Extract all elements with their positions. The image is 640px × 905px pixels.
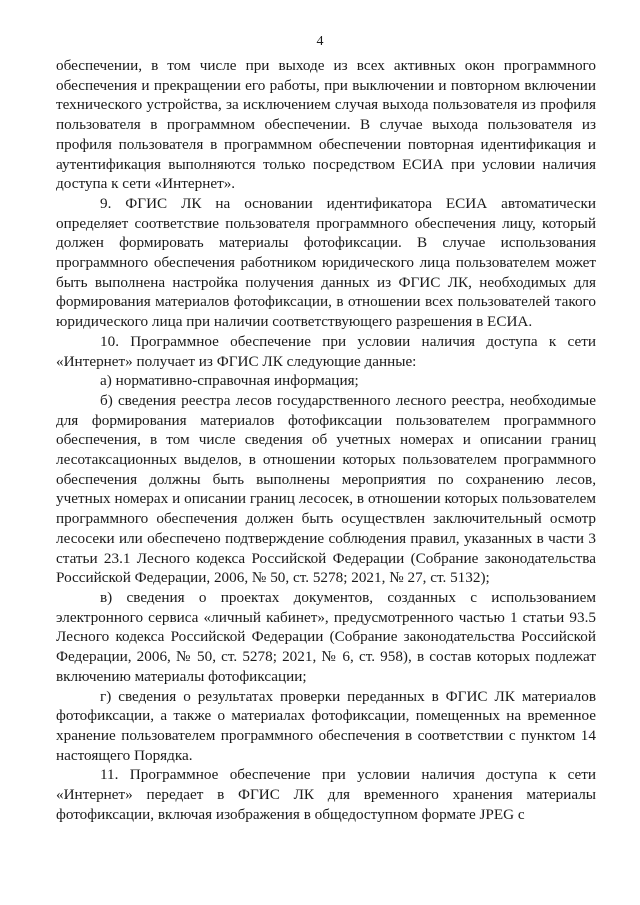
subitem-b: б) сведения реестра лесов государственного лесного реестра, необходимые для формирования материалов фотофиксации пользователем программного обеспечения, в том числе сведения об учетных номерах и описании границ лесотаксационных выделов, в отношении которых пользователем программного обеспечения должны быть выполнены мероприятия по сохранению лесов, учетных номерах и описании границ лесосек, в отношении которых пользователем программного обеспечения должен быть осуществлен заключительный осмотр лесосеки или обеспечено подтверждение соблюдения правил, указанных в части 3 статьи 23.1 Лесного кодекса Российской Федерации (Собрание законодательства Российской Федерации, 2006, № 50, ст. 5278; 2021, № 27, ст. 5132); xyxy=(56,391,596,587)
paragraph-item-10: 10. Программное обеспечение при условии наличия доступа к сети «Интернет» получает из ФГИС ЛК следующие данные: xyxy=(56,332,596,370)
page-number: 4 xyxy=(316,34,324,49)
subitem-v: в) сведения о проектах документов, созданных с использованием электронного сервиса «личный кабинет», предусмотренного частью 1 статьи 93.5 Лесного кодекса Российской Федерации (Собрание законодательства Российской Федерации, 2006, № 50, ст. 5278; 2021, № 6, ст. 958), в состав которых подлежат включению материалы фотофиксации; xyxy=(56,588,596,685)
subitem-g: г) сведения о результатах проверки переданных в ФГИС ЛК материалов фотофиксации, а также о материалах фотофиксации, помещенных на временное хранение пользователем программного обеспечения в соответствии с пунктом 14 настоящего Порядка. xyxy=(56,687,596,764)
paragraph-continuation: обеспечении, в том числе при выходе из всех активных окон программного обеспечения и прекращении его работы, при выключении и повторном включении технического устройства, за исключением случая выхода пользователя из профиля пользователя в программном обеспечении. В случае выхода пользователя из профиля пользователя в программном обеспечении повторная идентификация и аутентификация выполняются только посредством ЕСИА при условии наличия доступа к сети «Интернет». xyxy=(56,57,596,193)
paragraph-item-11: 11. Программное обеспечение при условии наличия доступа к сети «Интернет» передает в ФГИС ЛК для временного хранения материалы фотофиксации, включая изображения в общедоступном формате JPEG с xyxy=(56,766,596,823)
subitem-a: а) нормативно-справочная информация; xyxy=(100,372,359,390)
paragraph-item-9: 9. ФГИС ЛК на основании идентификатора ЕСИА автоматически определяет соответствие пользователя программного обеспечения лицу, который должен формировать материалы фотофиксации. В случае использования программного обеспечения работником юридического лица пользователем может быть выполнена настройка получения данных из ФГИС ЛК, необходимых для формирования материалов фотофиксации, в отношении всех пользователей такого юридического лица при наличии соответствующего разрешения в ЕСИА. xyxy=(56,194,596,331)
document-body xyxy=(56,56,596,824)
